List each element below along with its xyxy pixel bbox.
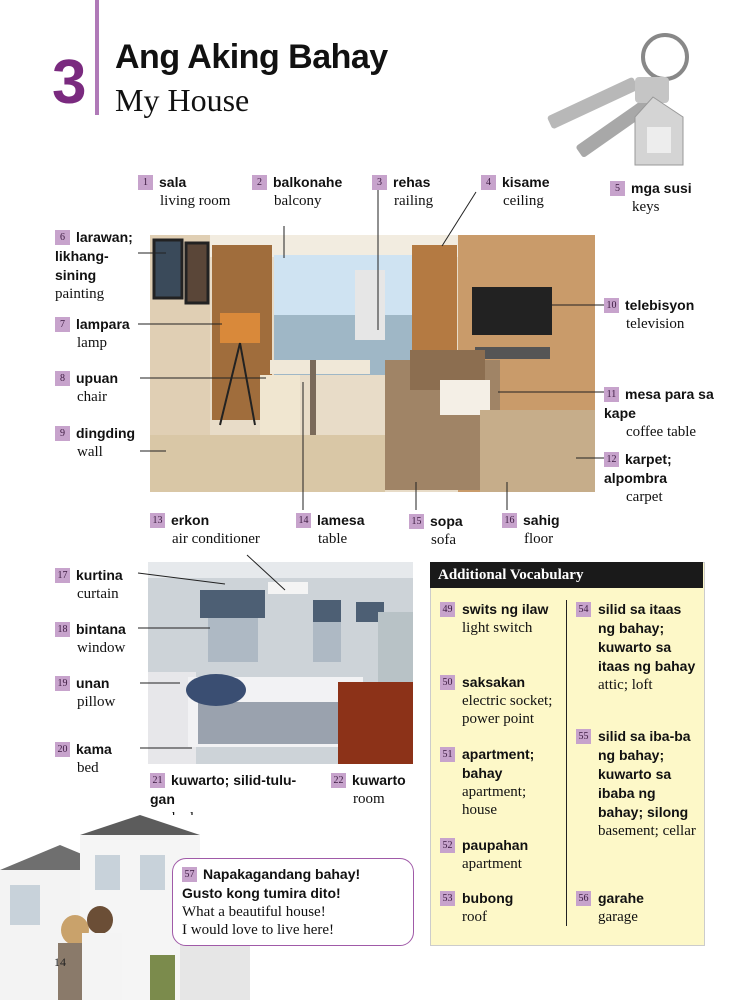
vocab-item: 55 silid sa iba-ba ng bahay; kuwarto sa ibaba ng bahay; silong basement; cellar (598, 727, 698, 840)
label-ceiling: 4 kisame ceiling (481, 173, 549, 210)
additional-vocabulary-heading: Additional Vocabulary (430, 562, 703, 588)
label-painting: 6 larawan; likhang-sining painting (55, 229, 133, 302)
speech-bubble-text: 57 Napakagandang bahay! Gusto kong tumira dito! What a beautiful house! I would love to live here! (182, 866, 361, 938)
label-keys: 5 mga susi keys (610, 179, 692, 216)
chapter-number: 3 (52, 48, 87, 117)
living-room-photo (150, 235, 595, 492)
label-window: 18 bintana window (55, 620, 126, 657)
vocab-column-divider (566, 600, 567, 926)
chapter-divider (95, 0, 99, 115)
chapter-title-english: My House (115, 82, 250, 118)
label-carpet: 12 karpet; alpombra carpet (604, 451, 672, 505)
label-table: 14 lamesa table (296, 511, 364, 548)
label-coffee-table: 11 mesa para sa kape coffee table (604, 386, 714, 440)
label-bedroom: 21 kuwarto; silid-tulu-gan (150, 772, 297, 807)
label-lamp: 7 lampara lamp (55, 315, 130, 352)
label-bed: 20 kama bed (55, 740, 112, 777)
label-floor: 16 sahig floor (502, 511, 560, 548)
page-number: 14 (54, 955, 66, 969)
chapter-title-tagalog: Ang Aking Bahay (115, 38, 388, 76)
label-television: 10 telebisyon television (604, 296, 694, 333)
label-air-conditioner: 13 erkon air conditioner (150, 511, 260, 548)
keys-image (535, 25, 705, 175)
bedroom-photo (148, 562, 413, 764)
label-sofa: 15 sopa sofa (409, 512, 463, 549)
vocab-item: 52 paupahan apartment (462, 836, 562, 873)
label-balcony: 2 balkonahe balcony (252, 173, 342, 210)
vocab-item: 51 apartment; bahay apartment; house (462, 745, 562, 819)
vocab-item: 54 silid sa itaas ng bahay; kuwarto sa itaas ng bahay attic; loft (598, 600, 698, 694)
vocab-item: 56 garahe garage (598, 889, 698, 926)
label-chair: 8 upuan chair (55, 369, 118, 406)
vocab-item: 50 saksakan electric socket; power point (462, 673, 562, 728)
vocab-item: 53 bubong roof (462, 889, 562, 926)
label-curtain: 17 kurtina curtain (55, 566, 123, 603)
label-room: 22 kuwarto room (331, 771, 406, 808)
label-living-room: 1 sala living room (138, 173, 230, 210)
vocab-item: 49 swits ng ilaw light switch (462, 600, 562, 637)
label-pillow: 19 unan pillow (55, 674, 115, 711)
label-wall: 9 dingding wall (55, 424, 135, 461)
label-railing: 3 rehas railing (372, 173, 433, 210)
